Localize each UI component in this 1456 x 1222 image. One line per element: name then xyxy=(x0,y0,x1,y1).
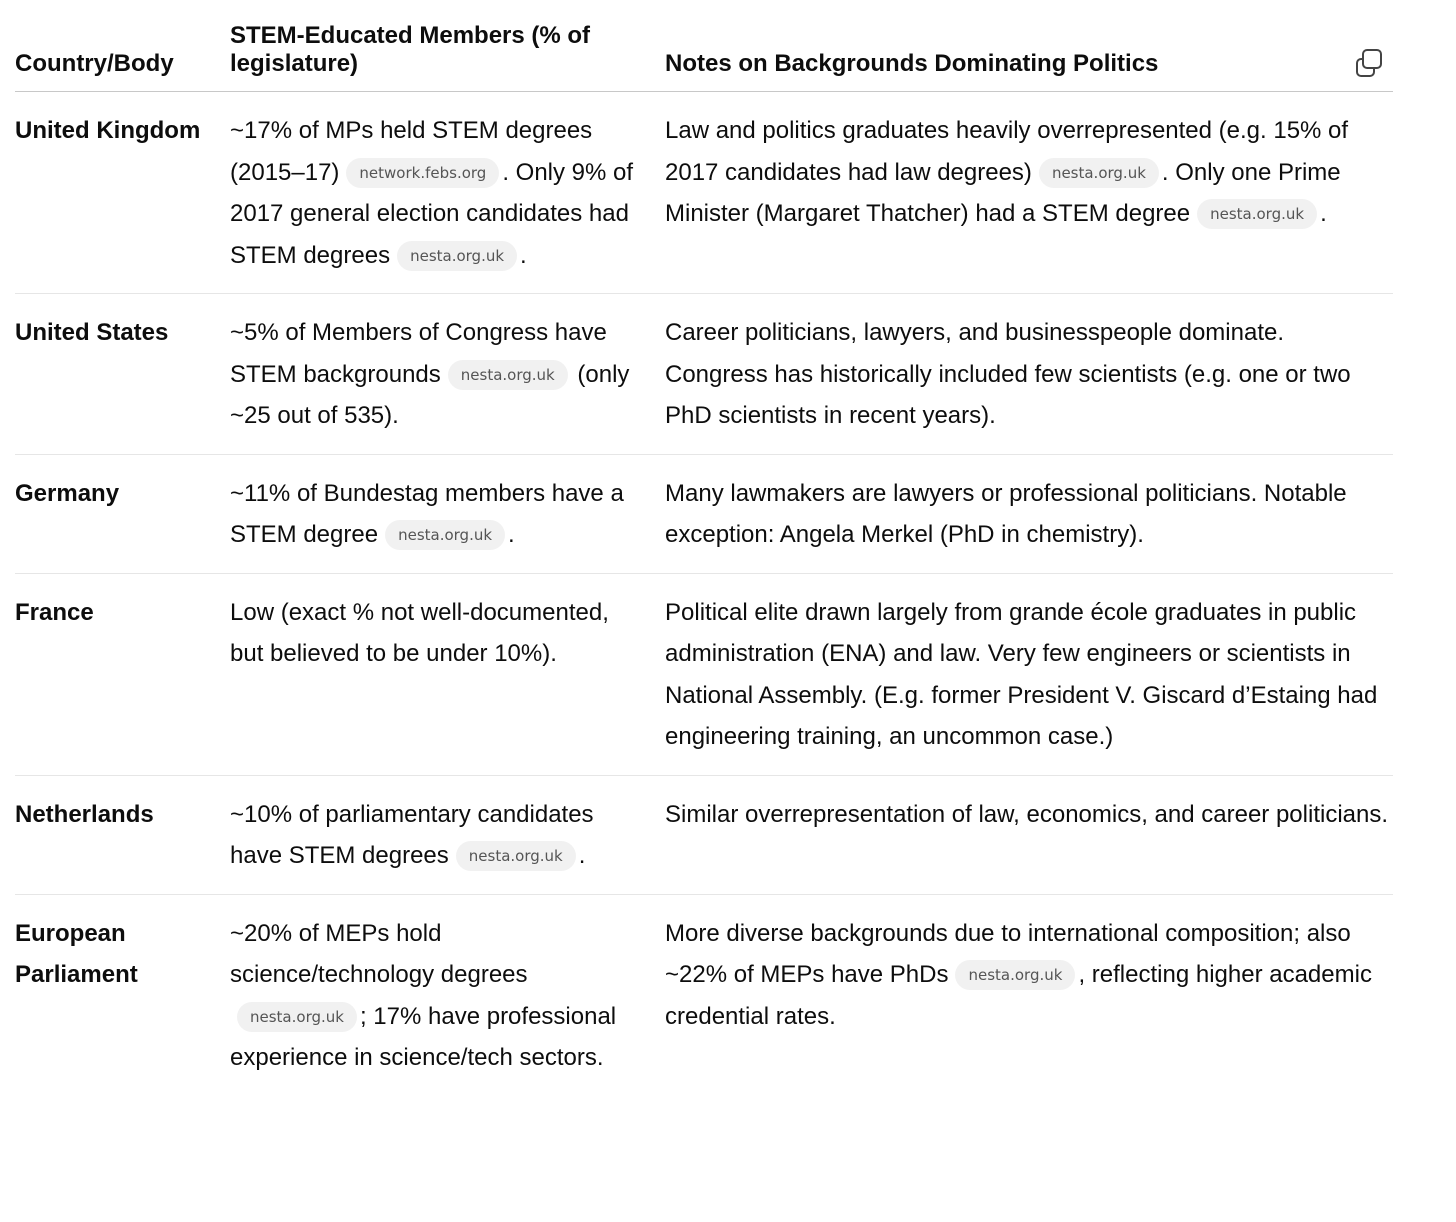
cell-text: Low (exact % not well-documented, but believed to be under 10%). xyxy=(230,598,609,667)
header-row xyxy=(15,0,1393,92)
stem-cell xyxy=(230,92,665,294)
table-row xyxy=(15,775,1393,894)
source-citation-chip[interactable]: nesta.org.uk xyxy=(385,520,505,550)
country-cell: European Parliament xyxy=(15,919,138,988)
notes-cell xyxy=(665,573,1393,775)
table-row xyxy=(15,454,1393,573)
cell-text: Career politicians, lawyers, and businesspeople dominate. Congress has historically included few scientists (e.g. one or two PhD scientists in recent years). xyxy=(665,319,1351,429)
notes-cell xyxy=(665,294,1393,455)
country-cell: Germany xyxy=(15,454,230,573)
notes-cell xyxy=(665,92,1393,294)
table-row xyxy=(15,92,1393,294)
cell-text: ~20% of MEPs hold science/technology degrees xyxy=(230,919,528,988)
stem-cell xyxy=(230,775,665,894)
cell-text: , reflecting higher academic credential rates. xyxy=(665,961,1372,1030)
table-row xyxy=(15,894,1393,1096)
cell-text: ; 17% have professional experience in science/tech sectors. xyxy=(230,1002,617,1071)
stem-cell xyxy=(230,573,665,775)
cell-text: ~5% of Members of Congress have STEM backgrounds xyxy=(230,319,607,388)
header-notes: Notes on Backgrounds Dominating Politics xyxy=(665,0,1393,92)
header-country: Country/Body xyxy=(15,0,230,92)
stem-cell xyxy=(230,894,665,1096)
cell-text: (only ~25 out of 535). xyxy=(230,360,630,429)
cell-text: . Only one Prime Minister (Margaret Thatcher) had a STEM degree xyxy=(665,158,1341,227)
cell-text: . Only 9% of 2017 general election candidates had STEM degrees xyxy=(230,158,634,269)
cell-text: . xyxy=(508,521,515,548)
cell-text: Political elite drawn largely from grande école graduates in public administration (ENA) and law. Very few engineers or scientists in National Assembly. (E.g. former President V. Giscard d’Estaing had engineering training, an uncommon case.) xyxy=(665,598,1378,750)
cell-text: . xyxy=(1320,200,1327,227)
source-citation-chip[interactable]: nesta.org.uk xyxy=(397,241,517,271)
cell-text: Law and politics graduates heavily overrepresented (e.g. 15% of 2017 candidates had law degrees) xyxy=(665,117,1349,186)
notes-cell xyxy=(665,454,1393,573)
source-citation-chip[interactable]: nesta.org.uk xyxy=(237,1002,357,1032)
stem-cell xyxy=(230,294,665,455)
cell-text: More diverse backgrounds due to international composition; also ~22% of MEPs have PhDs xyxy=(665,919,1351,988)
cell-text: ~10% of parliamentary candidates have STEM degrees xyxy=(230,800,594,869)
country-cell: United Kingdom xyxy=(15,92,230,294)
notes-cell xyxy=(665,775,1393,894)
table-row xyxy=(15,294,1393,455)
source-citation-chip[interactable]: nesta.org.uk xyxy=(1039,158,1159,188)
cell-text: . xyxy=(520,241,527,269)
header-stem: STEM-Educated Members (% of legislature) xyxy=(230,0,665,92)
cell-text: ~17% of MPs held STEM degrees (2015–17) xyxy=(230,117,593,186)
source-citation-chip[interactable]: nesta.org.uk xyxy=(456,841,576,871)
stem-cell xyxy=(230,454,665,573)
stem-table xyxy=(15,0,1393,1096)
source-citation-chip[interactable]: nesta.org.uk xyxy=(1197,199,1317,229)
cell-text: Similar overrepresentation of law, economics, and career politicians. xyxy=(665,800,1389,828)
cell-text: . xyxy=(578,842,586,869)
table-row xyxy=(15,573,1393,775)
country-cell: Netherlands xyxy=(15,775,230,894)
cell-text: Many lawmakers are lawyers or professional politicians. Notable exception: Angela Merkel (PhD in chemistry). xyxy=(665,479,1347,548)
source-citation-chip[interactable]: nesta.org.uk xyxy=(955,960,1075,990)
country-cell: France xyxy=(15,573,230,775)
cell-text: ~11% of Bundestag members have a STEM degree xyxy=(230,479,624,548)
source-citation-chip[interactable]: nesta.org.uk xyxy=(448,360,568,390)
country-cell: United States xyxy=(15,294,230,455)
notes-cell xyxy=(665,894,1393,1096)
source-citation-chip[interactable]: network.febs.org xyxy=(346,158,499,188)
